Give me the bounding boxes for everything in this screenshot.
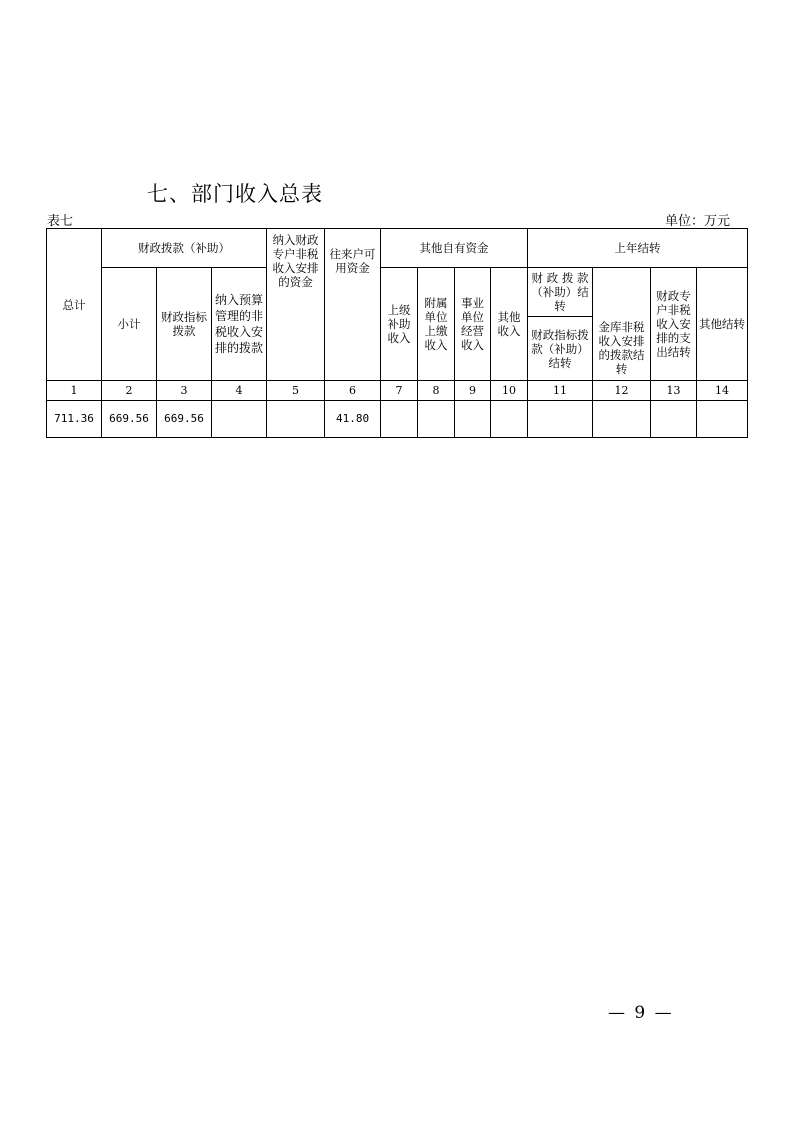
cell-affiliated [418, 401, 455, 438]
empty-header-cell [593, 268, 651, 317]
header-special-nontax-carry: 财政专户非税收入安排的支出结转 [651, 268, 697, 381]
table-row [47, 401, 748, 438]
header-fiscal-index-carry: 财政指标拨款（补助）结转 [528, 317, 593, 381]
header-business: 事业单位经营收入 [455, 268, 491, 381]
header-fiscal: 财政拨款（补助） [102, 229, 267, 268]
cell-total: 711.36 [47, 401, 102, 438]
unit-label: 单位：万元 [664, 214, 730, 229]
cell-subtotal: 669.56 [102, 401, 157, 438]
header-current-account: 往来户可用资金 [325, 229, 381, 381]
col-no-4: 4 [212, 381, 267, 401]
cell-other-income [491, 401, 528, 438]
col-no-12: 12 [593, 381, 651, 401]
col-no-2: 2 [102, 381, 157, 401]
header-other-carry: 其他结转 [697, 268, 748, 381]
cell-current-account: 41.80 [325, 401, 381, 438]
col-no-6: 6 [325, 381, 381, 401]
income-summary-table [46, 228, 748, 438]
cell-budget-nontax [212, 401, 267, 438]
cell-business [455, 401, 491, 438]
header-upper-subsidy: 上级补助收入 [381, 268, 418, 381]
col-no-3: 3 [157, 381, 212, 401]
col-no-11: 11 [528, 381, 593, 401]
header-other-own: 其他自有资金 [381, 229, 528, 268]
cell-special-nontax-carry [651, 401, 697, 438]
col-no-7: 7 [381, 381, 418, 401]
header-affiliated: 附属单位上缴收入 [418, 268, 455, 381]
cell-other-carry [697, 401, 748, 438]
cell-fiscal-index: 669.56 [157, 401, 212, 438]
col-no-5: 5 [267, 381, 325, 401]
col-no-10: 10 [491, 381, 528, 401]
cell-fiscal-index-carry [528, 401, 593, 438]
header-fiscal-index: 财政指标拨款 [157, 268, 212, 381]
header-special-nontax: 纳入财政专户非税收入安排的资金 [267, 229, 325, 381]
header-fiscal-carry: 财 政 拨 款（补助）结转 [528, 268, 593, 317]
header-treasury-nontax-carry: 金库非税收入安排的拨款结转 [593, 317, 651, 381]
header-last-year: 上年结转 [528, 229, 748, 268]
cell-special-nontax [267, 401, 325, 438]
col-no-13: 13 [651, 381, 697, 401]
header-subtotal: 小计 [102, 268, 157, 381]
table-id: 表七 [47, 214, 74, 229]
header-budget-nontax: 纳入预算管理的非税收入安排的拨款 [212, 268, 267, 381]
page-number: — 9 — [608, 1003, 674, 1023]
header-other-income: 其他收入 [491, 268, 528, 381]
cell-upper-subsidy [381, 401, 418, 438]
col-no-8: 8 [418, 381, 455, 401]
cell-treasury-nontax-carry [593, 401, 651, 438]
col-no-1: 1 [47, 381, 102, 401]
page-title: 七、部门收入总表 [147, 182, 323, 206]
col-no-14: 14 [697, 381, 748, 401]
header-total: 总计 [47, 229, 102, 381]
col-no-9: 9 [455, 381, 491, 401]
